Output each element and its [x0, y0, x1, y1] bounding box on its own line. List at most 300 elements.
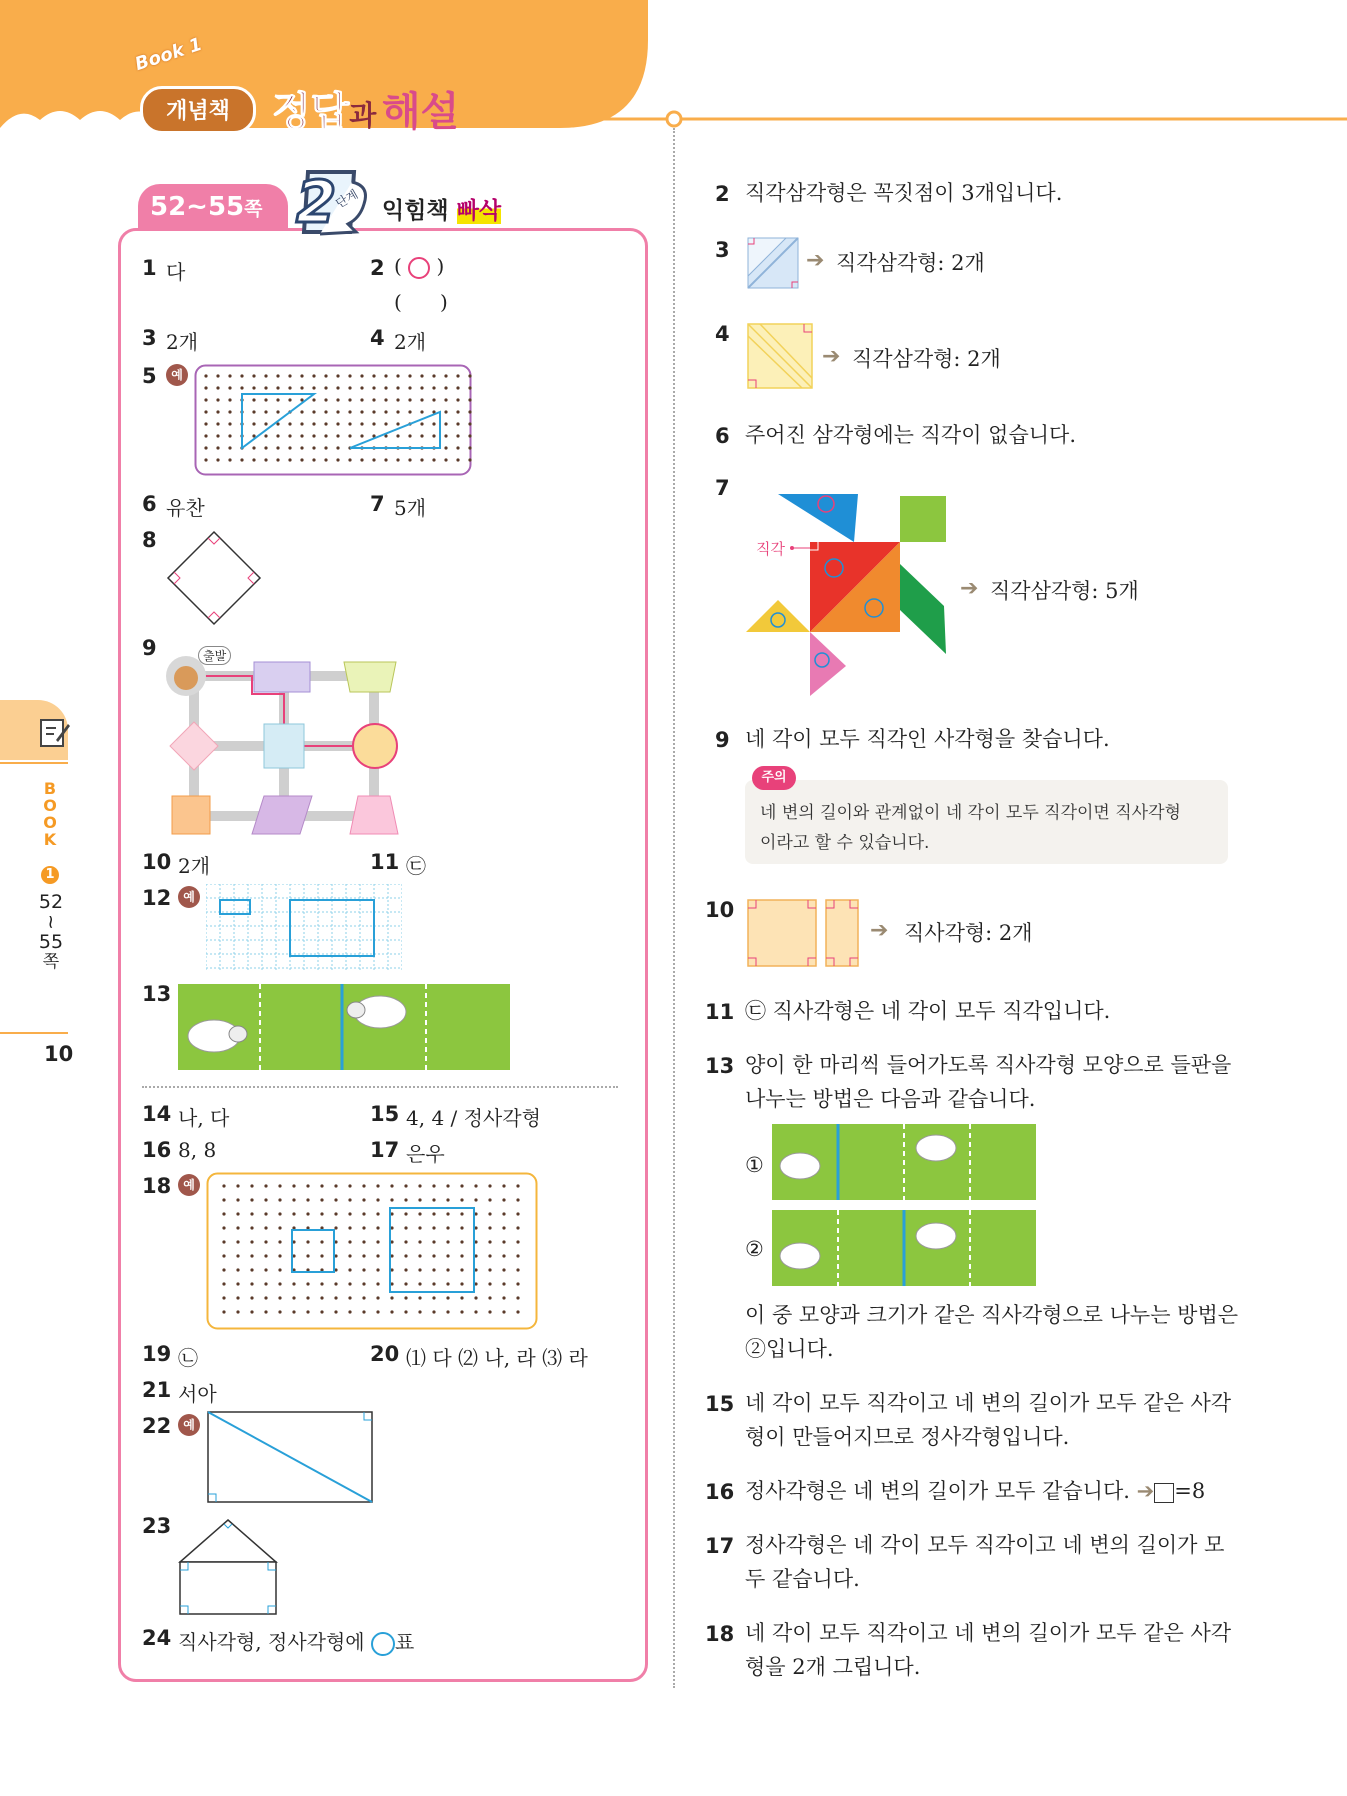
expl-18-line2: 형을 2개 그립니다.	[745, 1655, 921, 1679]
answer-6-num: 6	[142, 492, 157, 516]
grid-dot	[216, 410, 219, 413]
grid-dot	[362, 1198, 365, 1201]
answer-5-num: 5	[142, 364, 157, 388]
grid-dot	[204, 422, 207, 425]
grid-dot	[292, 1212, 295, 1215]
grid-dot	[444, 386, 447, 389]
grid-dot	[236, 1268, 239, 1271]
title-part1: 정답	[272, 89, 350, 135]
grid-dot	[456, 458, 459, 461]
answer-18-badge: 예	[178, 1174, 200, 1196]
grid-dot	[372, 386, 375, 389]
grid-dot	[390, 1184, 393, 1187]
grid-dot	[312, 434, 315, 437]
grid-dot	[276, 458, 279, 461]
grid-dot	[252, 458, 255, 461]
grid-dot	[432, 1296, 435, 1299]
grid-dot	[376, 1282, 379, 1285]
grid-dot	[236, 1254, 239, 1257]
grid-dot	[336, 374, 339, 377]
expl-4-arrow-icon: ➔	[822, 344, 841, 369]
expl-2-text: 직각삼각형은 꼭짓점이 3개입니다.	[745, 181, 1063, 205]
expl-13-line3: 이 중 모양과 크기가 같은 직사각형으로 나누는 방법은	[745, 1303, 1239, 1327]
grid-dot	[300, 386, 303, 389]
grid-dot	[456, 434, 459, 437]
grid-dot	[288, 434, 291, 437]
grid-dot	[252, 386, 255, 389]
grid-dot	[488, 1198, 491, 1201]
grid-dot	[264, 1310, 267, 1313]
step-label: 단계	[333, 187, 361, 211]
answer-23-num: 23	[142, 1514, 172, 1538]
grid-dot	[444, 422, 447, 425]
grid-dot	[418, 1296, 421, 1299]
answer-24-text: 직사각형, 정사각형에	[178, 1630, 365, 1654]
grid-dot	[516, 1268, 519, 1271]
answer-10-text: 2개	[178, 854, 211, 878]
grid-dot	[264, 374, 267, 377]
expl-3-figure	[746, 236, 800, 290]
grid-dot	[446, 1268, 449, 1271]
grid-dot	[444, 410, 447, 413]
grid-dot	[236, 1310, 239, 1313]
grid-dot	[324, 386, 327, 389]
grid-dot	[432, 1198, 435, 1201]
answer-19-text: ㉡	[178, 1346, 198, 1370]
column-divider	[673, 128, 675, 1688]
grid-dot	[408, 434, 411, 437]
grid-dot	[446, 1282, 449, 1285]
grid-dot	[362, 1282, 365, 1285]
grid-dot	[502, 1296, 505, 1299]
side-page-range	[36, 892, 66, 972]
expl-13-line2: 나누는 방법은 다음과 같습니다.	[745, 1087, 1036, 1111]
grid-dot	[250, 1282, 253, 1285]
grid-dot	[502, 1254, 505, 1257]
page-title	[272, 80, 459, 137]
grid-dot	[420, 422, 423, 425]
grid-dot	[250, 1212, 253, 1215]
expl-7-text: 직각삼각형: 5개	[990, 579, 1139, 603]
grid-dot	[444, 398, 447, 401]
grid-dot	[250, 1198, 253, 1201]
grid-dot	[278, 1240, 281, 1243]
grid-dot	[306, 1198, 309, 1201]
grid-dot	[456, 374, 459, 377]
side-book-num: 1	[41, 866, 59, 884]
answer-23-house	[176, 1516, 280, 1618]
grid-dot	[250, 1296, 253, 1299]
grid-dot	[396, 434, 399, 437]
grid-dot	[404, 1296, 407, 1299]
grid-dot	[250, 1240, 253, 1243]
grid-dot	[306, 1240, 309, 1243]
grid-dot	[336, 398, 339, 401]
answer-3-text: 2개	[166, 330, 199, 354]
grid-dot	[222, 1226, 225, 1229]
side-divider-line	[0, 762, 68, 764]
notebook-icon	[38, 716, 70, 750]
title-part3: 해설	[381, 89, 460, 135]
grid-dot	[502, 1268, 505, 1271]
answer-9-maze	[164, 646, 414, 836]
grid-dot	[404, 1198, 407, 1201]
expl-4-num: 4	[715, 322, 730, 346]
grid-dot	[384, 386, 387, 389]
grid-dot	[216, 458, 219, 461]
grid-dot	[362, 1310, 365, 1313]
grid-dot	[216, 398, 219, 401]
expl-10-figure	[746, 898, 860, 968]
grid-dot	[488, 1212, 491, 1215]
grid-dot	[418, 1226, 421, 1229]
answer-24-suffix: 표	[394, 1630, 415, 1654]
answer-15-text: 4, 4 / 정사각형	[406, 1106, 541, 1130]
grid-dot	[376, 1198, 379, 1201]
grid-dot	[444, 458, 447, 461]
expl-17-line1: 정사각형은 네 각이 모두 직각이고 네 변의 길이가 모	[745, 1533, 1225, 1557]
grid-dot	[312, 386, 315, 389]
expl-16-result: =8	[1174, 1479, 1206, 1503]
grid-dot	[418, 1240, 421, 1243]
grid-dot	[204, 410, 207, 413]
grid-dot	[502, 1226, 505, 1229]
grid-dot	[432, 1240, 435, 1243]
answer-2-open: (	[394, 254, 402, 278]
grid-dot	[222, 1296, 225, 1299]
answer-8-diamond	[164, 528, 264, 628]
grid-dot	[376, 1296, 379, 1299]
grid-dot	[390, 1310, 393, 1313]
expl-18-line1: 네 각이 모두 직각이고 네 변의 길이가 모두 같은 사각	[745, 1621, 1232, 1645]
answer-18-num: 18	[142, 1174, 172, 1198]
grid-dot	[216, 386, 219, 389]
answer-1-text: 다	[166, 260, 186, 284]
grid-dot	[334, 1282, 337, 1285]
answer-13-num: 13	[142, 982, 172, 1006]
grid-dot	[348, 374, 351, 377]
grid-dot	[376, 1212, 379, 1215]
answer-17-num: 17	[370, 1138, 400, 1162]
grid-dot	[432, 1282, 435, 1285]
grid-dot	[236, 1212, 239, 1215]
section-range-text: 52~55	[150, 192, 245, 222]
answer-19-num: 19	[142, 1342, 172, 1366]
grid-dot	[456, 446, 459, 449]
grid-dot	[292, 1296, 295, 1299]
answer-2-line2: ( )	[394, 290, 448, 314]
answer-6-text: 유찬	[166, 496, 205, 520]
grid-dot	[320, 1240, 323, 1243]
grid-dot	[306, 1282, 309, 1285]
grid-dot	[376, 1240, 379, 1243]
expl-16-text: 정사각형은 네 변의 길이가 모두 같습니다.	[745, 1479, 1130, 1503]
expl-10-arrow-icon: ➔	[870, 918, 889, 943]
grid-dot	[456, 386, 459, 389]
grid-dot	[516, 1240, 519, 1243]
expl-13-field-2	[772, 1210, 1036, 1286]
expl-16-box	[1154, 1483, 1174, 1503]
grid-dot	[278, 1184, 281, 1187]
grid-dot	[376, 1254, 379, 1257]
grid-dot	[250, 1268, 253, 1271]
grid-dot	[396, 374, 399, 377]
grid-dot	[236, 1240, 239, 1243]
grid-dot	[334, 1198, 337, 1201]
grid-dot	[396, 398, 399, 401]
grid-dot	[516, 1310, 519, 1313]
grid-dot	[488, 1184, 491, 1187]
grid-dot	[334, 1212, 337, 1215]
grid-dot	[420, 458, 423, 461]
grid-dot	[396, 410, 399, 413]
grid-dot	[420, 386, 423, 389]
grid-dot	[252, 422, 255, 425]
grid-dot	[292, 1310, 295, 1313]
grid-dot	[348, 398, 351, 401]
grid-dot	[404, 1268, 407, 1271]
answer-16-num: 16	[142, 1138, 172, 1162]
grid-dot	[278, 1282, 281, 1285]
expl-6-num: 6	[715, 424, 730, 448]
grid-dot	[292, 1282, 295, 1285]
grid-dot	[432, 1310, 435, 1313]
grid-dot	[360, 458, 363, 461]
grid-dot	[418, 1212, 421, 1215]
grid-dot	[228, 374, 231, 377]
grid-dot	[278, 1296, 281, 1299]
answer-11-text: ㉢	[406, 854, 426, 878]
grid-dot	[312, 422, 315, 425]
grid-dot	[222, 1268, 225, 1271]
grid-dot	[376, 1268, 379, 1271]
expl-13-option-1: ①	[745, 1153, 764, 1177]
grid-dot	[216, 422, 219, 425]
grid-dot	[228, 386, 231, 389]
grid-dot	[418, 1282, 421, 1285]
grid-dot	[420, 410, 423, 413]
grid-dot	[408, 458, 411, 461]
grid-dot	[348, 1282, 351, 1285]
grid-dot	[264, 422, 267, 425]
grid-dot	[348, 1254, 351, 1257]
grid-dot	[264, 1296, 267, 1299]
book-label: Book 1	[132, 33, 205, 76]
expl-15-num: 15	[705, 1392, 735, 1416]
side-page-from: 52	[38, 891, 64, 913]
expl-6-text: 주어진 삼각형에는 직각이 없습니다.	[745, 423, 1076, 447]
grid-dot	[264, 1184, 267, 1187]
section-name-highlight: 빠삭	[456, 198, 502, 224]
grid-dot	[446, 1240, 449, 1243]
grid-dot	[502, 1310, 505, 1313]
grid-dot	[474, 1310, 477, 1313]
grid-dot	[236, 1184, 239, 1187]
side-page-unit: 쪽	[42, 952, 60, 972]
grid-dot	[474, 1184, 477, 1187]
grid-dot	[236, 1282, 239, 1285]
expl-13-line1: 양이 한 마리씩 들어가도록 직사각형 모양으로 들판을	[745, 1053, 1232, 1077]
grid-dot	[306, 1296, 309, 1299]
grid-dot	[362, 1212, 365, 1215]
grid-dot	[516, 1282, 519, 1285]
grid-dot	[502, 1240, 505, 1243]
grid-dot	[348, 1226, 351, 1229]
expl-13-line4: ②입니다.	[745, 1337, 834, 1361]
grid-dot	[474, 1296, 477, 1299]
grid-dot	[460, 1296, 463, 1299]
grid-dot	[372, 422, 375, 425]
grid-dot	[252, 410, 255, 413]
answer-2-close: )	[436, 254, 445, 278]
grid-dot	[264, 1240, 267, 1243]
answer-9-num: 9	[142, 636, 157, 660]
grid-dot	[502, 1212, 505, 1215]
grid-dot	[348, 1296, 351, 1299]
grid-dot	[468, 434, 471, 437]
grid-dot	[360, 398, 363, 401]
expl-18-num: 18	[705, 1622, 735, 1646]
grid-dot	[228, 446, 231, 449]
answer-9-start-label: 출발	[198, 646, 231, 665]
expl-9-text: 네 각이 모두 직각인 사각형을 찾습니다.	[745, 727, 1110, 751]
grid-dot	[278, 1212, 281, 1215]
grid-dot	[276, 410, 279, 413]
grid-dot	[362, 1254, 365, 1257]
grid-dot	[264, 1212, 267, 1215]
grid-dot	[390, 1198, 393, 1201]
grid-dot	[360, 410, 363, 413]
grid-dot	[276, 374, 279, 377]
answer-14-text: 나, 다	[178, 1106, 230, 1130]
grid-dot	[372, 374, 375, 377]
grid-dot	[324, 434, 327, 437]
grid-dot	[474, 1198, 477, 1201]
answer-24-circle	[371, 1632, 395, 1656]
expl-11-num: 11	[705, 1000, 735, 1024]
grid-dot	[390, 1296, 393, 1299]
grid-dot	[432, 1226, 435, 1229]
grid-dot	[488, 1296, 491, 1299]
grid-dot	[488, 1282, 491, 1285]
grid-dot	[362, 1268, 365, 1271]
grid-dot	[300, 434, 303, 437]
answer-21-num: 21	[142, 1378, 172, 1402]
answer-20-num: 20	[370, 1342, 400, 1366]
grid-dot	[488, 1226, 491, 1229]
grid-dot	[502, 1282, 505, 1285]
grid-dot	[312, 374, 315, 377]
grid-dot	[292, 1184, 295, 1187]
grid-dot	[376, 1226, 379, 1229]
grid-dot	[372, 410, 375, 413]
grid-dot	[468, 446, 471, 449]
grid-dot	[432, 1268, 435, 1271]
answer-4-num: 4	[370, 326, 385, 350]
grid-dot	[468, 458, 471, 461]
grid-dot	[222, 1282, 225, 1285]
grid-dot	[516, 1296, 519, 1299]
grid-dot	[456, 398, 459, 401]
grid-dot	[264, 1198, 267, 1201]
grid-dot	[228, 458, 231, 461]
grid-dot	[408, 374, 411, 377]
expl-17-num: 17	[705, 1534, 735, 1558]
grid-dot	[376, 1184, 379, 1187]
grid-dot	[488, 1268, 491, 1271]
grid-dot	[444, 434, 447, 437]
side-divider-line-2	[0, 1032, 68, 1034]
grid-dot	[320, 1254, 323, 1257]
grid-dot	[384, 410, 387, 413]
grid-dot	[336, 386, 339, 389]
grid-dot	[276, 386, 279, 389]
grid-dot	[460, 1198, 463, 1201]
grid-dot	[222, 1184, 225, 1187]
expl-16-num: 16	[705, 1480, 735, 1504]
grid-dot	[312, 458, 315, 461]
expl-16-arrow-icon: ➔	[1136, 1479, 1155, 1503]
grid-dot	[264, 1226, 267, 1229]
answer-16-text: 8, 8	[178, 1138, 217, 1162]
side-page-to: 55	[38, 931, 64, 953]
grid-dot	[432, 398, 435, 401]
grid-dot	[432, 434, 435, 437]
grid-dot	[372, 398, 375, 401]
expl-13-num: 13	[705, 1054, 735, 1078]
answer-14-num: 14	[142, 1102, 172, 1126]
grid-dot	[404, 1282, 407, 1285]
grid-dot	[236, 1296, 239, 1299]
expl-2-num: 2	[715, 182, 730, 206]
grid-dot	[348, 386, 351, 389]
section-range	[150, 192, 263, 222]
answer-5-dot-grid	[194, 364, 472, 476]
grid-dot	[204, 374, 207, 377]
grid-dot	[432, 422, 435, 425]
answer-2-num: 2	[370, 256, 385, 280]
grid-dot	[404, 1184, 407, 1187]
grid-dot	[360, 374, 363, 377]
expl-9-num: 9	[715, 728, 730, 752]
grid-dot	[488, 1254, 491, 1257]
grid-dot	[418, 1184, 421, 1187]
grid-dot	[276, 398, 279, 401]
grid-dot	[278, 1254, 281, 1257]
expl-7-num: 7	[715, 476, 730, 500]
grid-dot	[264, 386, 267, 389]
grid-dot	[348, 410, 351, 413]
grid-dot	[300, 374, 303, 377]
grid-dot	[348, 1268, 351, 1271]
grid-dot	[204, 386, 207, 389]
grid-dot	[348, 434, 351, 437]
grid-dot	[460, 1310, 463, 1313]
grid-dot	[288, 422, 291, 425]
grid-dot	[320, 1198, 323, 1201]
grid-dot	[312, 410, 315, 413]
grid-dot	[468, 374, 471, 377]
grid-dot	[228, 398, 231, 401]
answer-21-text: 서아	[178, 1382, 217, 1406]
grid-dot	[460, 1282, 463, 1285]
grid-dot	[460, 1184, 463, 1187]
expl-7-tangram	[740, 474, 960, 700]
grid-dot	[516, 1184, 519, 1187]
expl-16-line	[745, 1474, 1205, 1508]
grid-dot	[418, 1198, 421, 1201]
grid-dot	[372, 458, 375, 461]
